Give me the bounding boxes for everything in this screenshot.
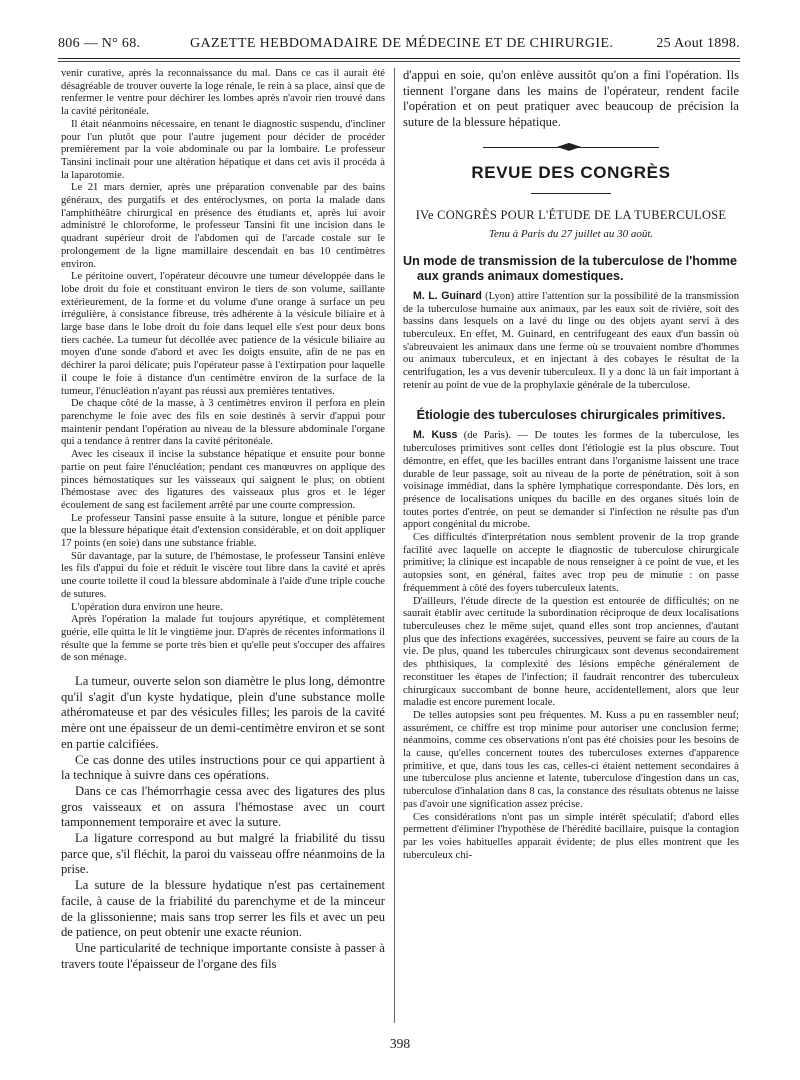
issue-date: 25 Aout 1898. [656,36,740,51]
page-number: 806 — N° 68. [58,36,141,51]
journal-title: GAZETTE HEBDOMADAIRE DE MÉDECINE ET DE CHIRURGIE. [190,36,614,51]
paragraph: De telles autopsies sont peu fréquentes. M. Kuss a pu en rassembler neuf; assurément, ce chiffre est trop minime pour autoriser une conclusion ferme; néanmoins, comme ces observations n'ont pas été choisies pour les besoins de la cause, qu'elles concernent toutes des tuberculoses externes d'apparence primitive, et que, dans tous les cas, celles-ci étaient nettement secondaires à une tuberculose plus ancienne et latente, tuberculose d'ingestion dans un cas, tuberculose d'inhalation dans 8 cas, la constance des résultats obtenus ne laisse pas d'avoir une signification assez précise. [403,709,739,810]
paragraph: Le péritoine ouvert, l'opérateur découvre une tumeur développée dans le lobe droit du foie et constituant environ le tiers de son volume, saillante extérieurement, de la forme et du volume d'une orange à surface un peu irrégulière, à consistance fibreuse, très adhérente à la vésicule biliaire et à large base dans le lobe droit du foie dans lequel elle s'est pour deux bons tiers cachée. La tumeur fut décollée avec patience de la vésicule biliaire au moyen d'une sonde d'abord et avec les doigts ensuite, afin de ne pas en déchirer la paroi délicate; puis l'opérateur passe à l'extirpation pour laquelle il coupe le foie à distance d'un centimètre environ de la surface de la tumeur, l'énucléation n'ayant pas réussi aux premières tentatives. [61,271,385,397]
paragraph: Sûr davantage, par la suture, de l'hémostase, le professeur Tansini enlève les fils d'appui du foie et réduit le viscère tout libre dans la cavité et après une courte toilette il coud la blessure abdominale à l'aide d'une triple couche de sutures. [61,550,385,600]
author-name: M. L. Guinard [413,289,482,302]
author-name: M. Kuss [413,429,458,442]
paragraph: D'ailleurs, l'étude directe de la question est entourée de difficultés; on ne saurait établir avec certitude la subordination réciproque de deux localisations tuberculeuses chez le même sujet, quand elles sont trop anciennes, d'autant plus que des infections exagérées, successives, peuvent se faire au cours de la vie. De plus, quand les tubercules chirurgicaux sont devenus secondairement des phthisiques, la complexité des lésions empêche généralement de reconstituer les étapes de l'infection; il faudrait rencontrer des tuberculeux chirurgicaux succombant de bonne heure, accidentellement, alors que leur maladie est encore purement locale. [403,595,739,709]
article-heading: Étiologie des tuberculoses chirurgicales primitives. [416,408,726,423]
paragraph: Le professeur Tansini passe ensuite à la suture, longue et pénible parce que la blessure hépatique était d'extension considérable, et on doit appliquer 17 points (en soie) dans une substance friable. [61,512,385,550]
right-column [403,68,739,862]
running-header [58,36,740,58]
author-location: (de Paris). [457,430,512,442]
large-text-block [61,674,385,972]
left-column [61,68,385,972]
paragraph [403,429,739,532]
paragraph-text: — De toutes les formes de la tuberculose, les tuberculoses primitives sont celles dont l'étiologie est la plus obscure. Tout démontre, en effet, que les bacilles entrant dans l'organisme laissent une trace durable de leur passage, soit au niveau de la porte de pénétration, soit à son voisinage immédiat, dans la sphère lymphatique correspondante. Dès lors, en présence de localisations uniques du bacille en des organes situés loin de toutes portes d'entrée, on peut se demander si l'infection ne résulte pas d'un apport congénital du microbe. [403,430,740,531]
paragraph: Ce cas donne des utiles instructions pour ce qui appartient à la technique à suivre dans ces opérations. [61,752,385,783]
paragraph: d'appui en soie, qu'on enlève aussitôt qu'on a fini l'opération. Ils tiennent l'organe dans les mains de l'opérateur, rendent facile l'opération et on peut pratiquer avec beaucoup de précision la suture de la blessure hépatique. [403,68,739,130]
paragraph: Ces difficultés d'interprétation nous semblent provenir de la trop grande facilité avec laquelle on accepte le diagnostic de tuberculose chirurgicale primitive; la clinique est incapable de nous renseigner à ce point de vue, et les autopsies sont, en général, faites avec trop peu de minutie : on passe fréquemment à côté des foyers tuberculeux latents. [403,532,739,594]
paragraph: La ligature correspond au but malgré la friabilité du tissu parce que, s'il fléchit, la paroi du vaisseau offre néanmoins de la prise. [61,831,385,877]
paragraph: L'opération dura environ une heure. [71,601,223,613]
paragraph: La suture de la blessure hydatique n'est pas certainement facile, à cause de la friabilité du parenchyme et de la minceur de la glissonienne; mais sans trop serrer les fils et avec un peu de patience, on peut obtenir une exacte réunion. [61,878,385,940]
article-body [403,429,739,862]
author-location: (Lyon) [481,290,514,302]
article-heading: Un mode de transmission de la tuberculose de l'homme aux grands animaux domestiques. [403,253,738,283]
paragraph: Il était néanmoins nécessaire, en tenant le diagnostic suspendu, d'incliner pour l'un plutôt que pour l'autre jugement pour décider de procéder premièrement par la voie abdominale ou par la lombaire. Le professeur Tansini inclinait pour une altération hépatique et dans cet avis il procéda à la laparotomie. [61,118,385,181]
continuation-block [403,68,739,131]
page-folio: 398 [389,1036,411,1051]
small-text-block [61,68,385,665]
paragraph: Après l'opération la malade fut toujours apyrétique, et complètement guérie, elle quitta le lit le vingtième jour. D'après de récentes informations il résulte que la femme se porte très bien et qu'elle peut s'occuper des affaires de son ménage. [61,614,385,664]
paragraph: La tumeur, ouverte selon son diamètre le plus long, démontre qu'il s'agit d'un kyste hydatique, plein d'une substance molle athéromateuse et par des vésicules filles; les parois de la cavité mère ont une épaisseur de un demi-centimètre environ et se sont en partie calcifiées. [61,674,385,751]
paragraph: De chaque côté de la masse, à 3 centimètres environ il perfora en plein parenchyme le foie avec des fils en soie destinés à servir d'appui pour maintenir pendant l'opération au niveau de la blessure abdominale l'organe qui a tendance à rentrer dans la cavité péritonéale. [61,398,385,448]
article-body [403,290,739,393]
paragraph: Avec les ciseaux il incise la substance hépatique et ensuite pour bonne partie on peut faire l'énucléation; pendant ces manœuvres on applique des pinces hémostatiques sur les vaisseaux qui saignent le plus; on obtient l'hémostase avec des ligatures des vaisseaux plus gros et le léger écoulement de sang est facilement arrêté par une courte compression. [61,449,385,511]
paragraph: Dans ce cas l'hémorrhagie cessa avec des ligatures des plus gros vaisseaux et on assura l'hémostase avec un court tamponnement temporaire et avec la suture. [61,783,385,830]
ornamental-divider [403,141,739,155]
header-rule-thin [58,61,740,62]
section-rule [531,193,611,194]
paragraph: Ces considérations n'ont pas un simple intérêt spéculatif; d'abord elles permettent d'éliminer l'hypothèse de l'hérédité bacillaire, puisque la contagion par les voies habituelles apparait évidente; de plus elles montrent que les tuberculeux chi- [403,811,739,861]
congress-title: IVe CONGRÈS POUR L'ÉTUDE DE LA TUBERCULOSE [415,207,727,222]
header-rule [58,58,740,59]
paragraph: Le 21 mars dernier, après une préparation convenable par des bains généraux, des purgatifs et des entéroclysmes, on porta la malade dans l'amphithéâtre chirurgical en présence des étudiants et, après lui avoir administré le chloroforme, le professeur Tansini fit une incision dans le quadrant supérieur droit de l'abdomen qui de l'arcade costale sur le prolongement de la ligne mamillaire descendait en bas 10 centimètres environ. [61,182,385,270]
paragraph: Une particularité de technique importante consiste à passer à travers toute l'épaisseur de l'organe des fils [61,941,385,971]
paragraph-text: attire l'attention sur la possibilité de la transmission de la tuberculose humaine aux animaux, par les eaux soit de rivière, soit des bassins dans lesquels on a lavé du linge ou des objets ayant servi à des tuberculeux. En effet, M. Guinard, en centrifugeant des eaux d'un bassin où s'abreuvaient les animaux dans une ferme où se trouvaient nombre d'hommes ou animaux tuberculeux, et en injectant à des cobayes le résultat de la centrifugation, les a vus devenir tuberculeux. Il y a donc là un fait important à retenir au point de vue de la prophylaxie générale de la tuberculose. [403,290,740,391]
paragraph [403,290,739,393]
section-title: REVUE DES CONGRÈS [471,162,671,182]
paragraph: venir curative, après la reconnaissance du mal. Dans ce cas il aurait été désagréable de trouver ouverte la loge rénale, le rein à sa place, ainsi que de renfermer le ventre pour déchirer les lombes après n'avoir rien trouvé dans la cavité péritonéale. [61,68,385,118]
congress-dates: Tenu à Paris du 27 juillet au 30 août. [488,227,654,240]
column-divider [394,68,395,1023]
